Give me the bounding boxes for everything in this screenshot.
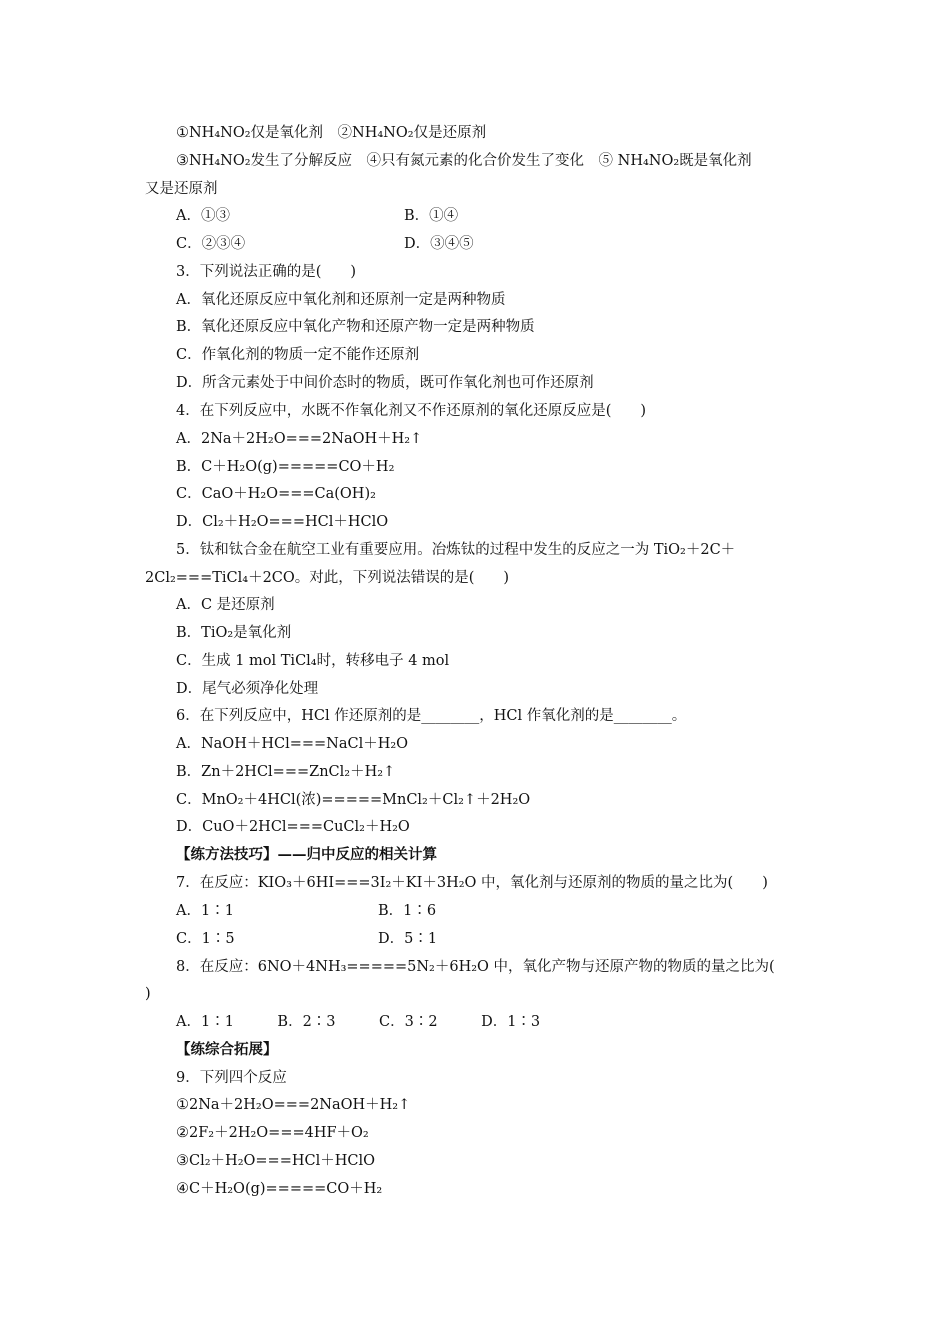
q6-choice-d: D．CuO＋2HCl===CuCl₂＋H₂O <box>176 819 410 835</box>
q9-reaction-2: ②2F₂＋2H₂O===4HF＋O₂ <box>176 1125 369 1141</box>
q2-option-statement-3-5: ③NH₄NO₂发生了分解反应 ④只有氮元素的化合价发生了变化 ⑤ NH₄NO₂既是氧化剂 <box>176 153 752 169</box>
q8-stem-cont: ) <box>145 986 151 1002</box>
q7-choice-b: B．1∶6 <box>378 903 437 919</box>
q6-choice-a: A．NaOH＋HCl===NaCl＋H₂O <box>176 736 409 752</box>
q6-choice-b: B．Zn＋2HCl===ZnCl₂＋H₂↑ <box>176 764 396 780</box>
q9-reaction-3: ③Cl₂＋H₂O===HCl＋HClO <box>176 1153 375 1169</box>
q5-choice-a: A．C 是还原剂 <box>176 597 275 613</box>
q5-stem-cont: 2Cl₂===TiCl₄＋2CO。对此，下列说法错误的是( ) <box>145 570 510 586</box>
q6-stem: 6．在下列反应中，HCl 作还原剂的是________，HCl 作氧化剂的是________。 <box>176 708 687 724</box>
q2-option-statement-cont: 又是还原剂 <box>145 181 218 197</box>
q3-choice-d: D．所含元素处于中间价态时的物质，既可作氧化剂也可作还原剂 <box>176 375 594 391</box>
section-heading-methods: 【练方法技巧】——归中反应的相关计算 <box>176 846 437 863</box>
q2-choice-a: A．①③ <box>176 208 230 224</box>
q6-choice-c: C．MnO₂＋4HCl(浓)=====MnCl₂＋Cl₂↑＋2H₂O <box>176 792 531 808</box>
q4-choice-d: D．Cl₂＋H₂O===HCl＋HClO <box>176 514 389 530</box>
q4-choice-c: C．CaO＋H₂O===Ca(OH)₂ <box>176 486 376 502</box>
q3-choice-a: A．氧化还原反应中氧化剂和还原剂一定是两种物质 <box>176 292 506 308</box>
q7-choice-a: A．1∶1 <box>176 903 234 919</box>
q3-choice-c: C．作氧化剂的物质一定不能作还原剂 <box>176 347 420 363</box>
q7-stem: 7．在反应：KIO₃＋6HI===3I₂＋KI＋3H₂O 中，氧化剂与还原剂的物质的量之比为( ) <box>176 875 768 891</box>
q4-choice-b: B．C＋H₂O(g)=====CO＋H₂ <box>176 459 395 475</box>
q2-option-statement-1-2: ①NH₄NO₂仅是氧化剂 ②NH₄NO₂仅是还原剂 <box>176 125 487 141</box>
q3-stem: 3．下列说法正确的是( ) <box>176 264 357 280</box>
q2-choice-b: B．①④ <box>404 208 459 224</box>
q7-choice-d: D．5∶1 <box>378 931 438 947</box>
q8-stem: 8．在反应：6NO＋4NH₃=====5N₂＋6H₂O 中，氧化产物与还原产物的物质的量之比为( <box>176 959 775 975</box>
q4-choice-a: A．2Na＋2H₂O===2NaOH＋H₂↑ <box>176 431 423 447</box>
q5-choice-b: B．TiO₂是氧化剂 <box>176 625 292 641</box>
q2-choice-c: C．②③④ <box>176 236 246 252</box>
q9-stem: 9．下列四个反应 <box>176 1070 287 1086</box>
q5-stem: 5．钛和钛合金在航空工业有重要应用。冶炼钛的过程中发生的反应之一为 TiO₂＋2C＋ <box>176 542 736 558</box>
section-heading-comprehensive: 【练综合拓展】 <box>176 1041 278 1058</box>
q2-choice-d: D．③④⑤ <box>404 236 474 252</box>
q9-reaction-4: ④C＋H₂O(g)=====CO＋H₂ <box>176 1181 383 1197</box>
q4-stem: 4．在下列反应中，水既不作氧化剂又不作还原剂的氧化还原反应是( ) <box>176 403 647 419</box>
q7-choice-c: C．1∶5 <box>176 931 235 947</box>
q5-choice-d: D．尾气必须净化处理 <box>176 681 319 697</box>
q3-choice-b: B．氧化还原反应中氧化产物和还原产物一定是两种物质 <box>176 319 535 335</box>
q9-reaction-1: ①2Na＋2H₂O===2NaOH＋H₂↑ <box>176 1097 411 1113</box>
q5-choice-c: C．生成 1 mol TiCl₄时，转移电子 4 mol <box>176 653 450 669</box>
q8-choices: A．1∶1 B．2∶3 C．3∶2 D．1∶3 <box>176 1014 541 1030</box>
